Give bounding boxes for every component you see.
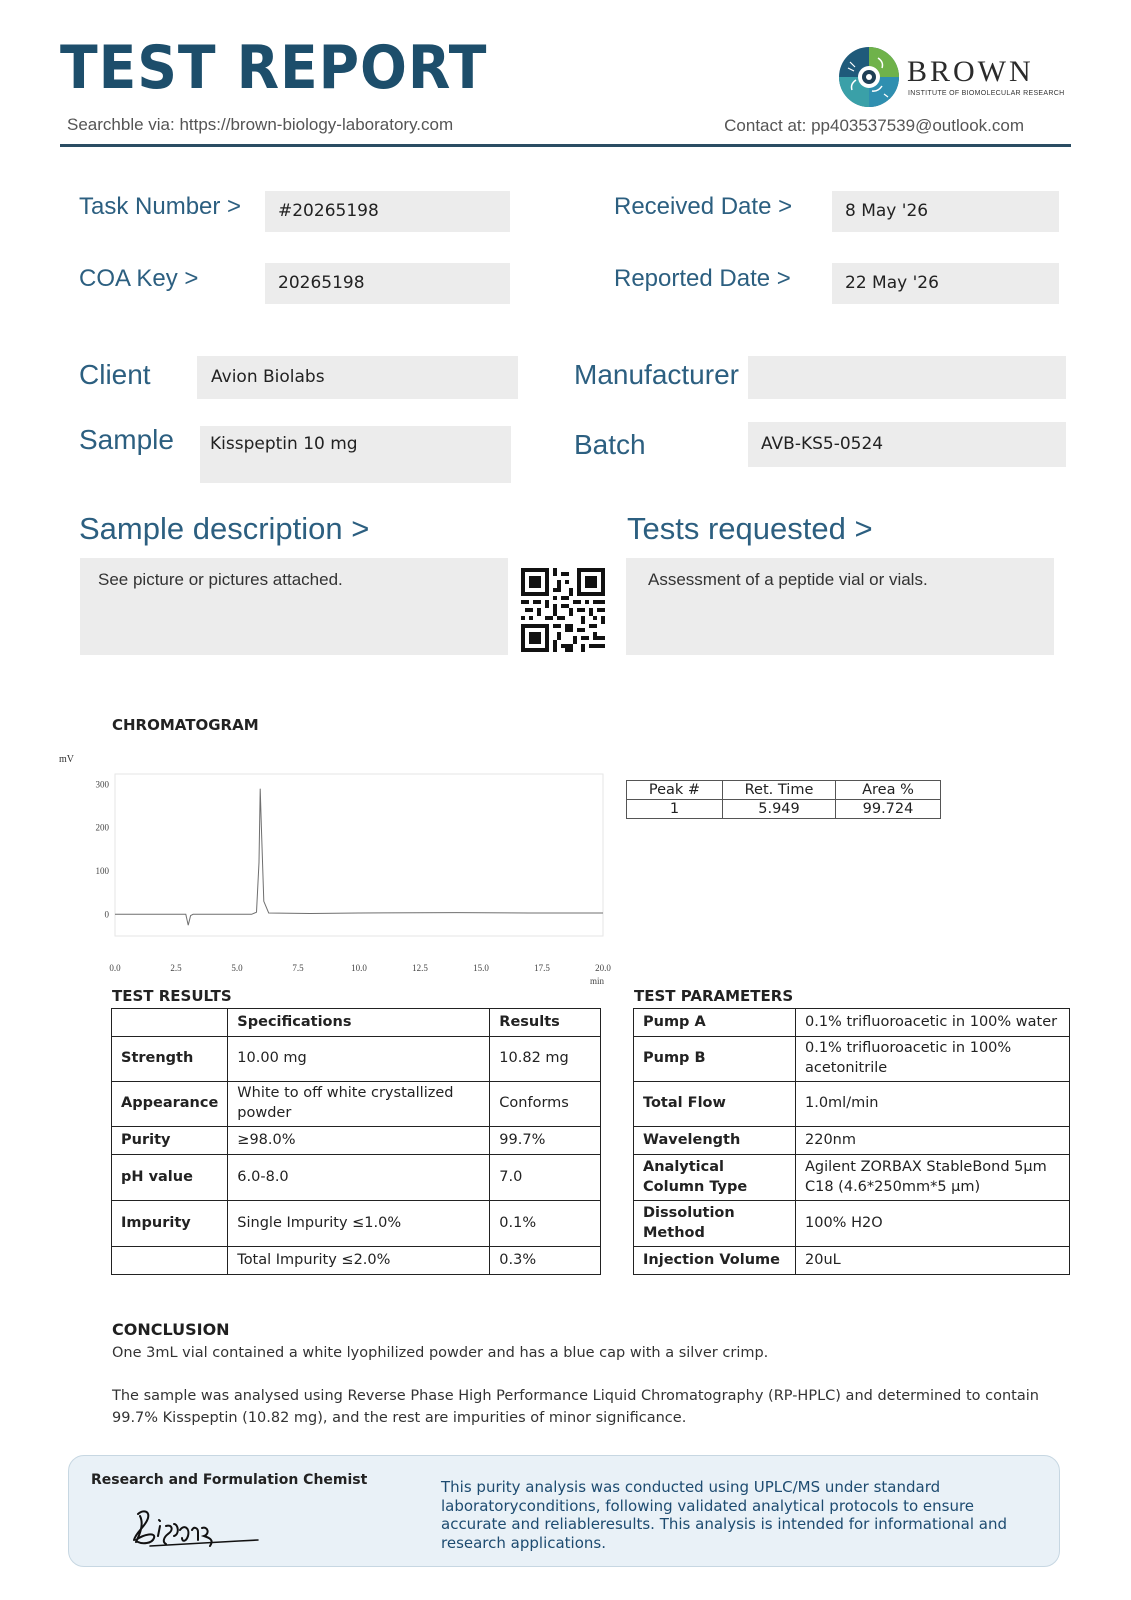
table-cell: 20uL (796, 1247, 1070, 1275)
table-cell: 7.0 (490, 1155, 601, 1201)
table-cell: Specifications (228, 1009, 490, 1037)
x-tick-label: 20.0 (595, 963, 611, 973)
brand-subtitle: INSTITUTE OF BIOMOLECULAR RESEARCH (908, 90, 1065, 97)
table-cell: Conforms (490, 1082, 601, 1127)
conclusion-paragraph-2: The sample was analysed using Reverse Phase High Performance Liquid Chromatography (RP-HPLC) and determined to contain 99.7% Kisspeptin (10.82 mg), and the rest are impurities of minor significance. (112, 1388, 1039, 1426)
tests-requested-title: Tests requested > (627, 511, 873, 546)
table-row (634, 1009, 1070, 1037)
table-row (634, 1037, 1070, 1082)
x-tick-label: 2.5 (170, 963, 182, 973)
table-cell: Impurity (112, 1201, 228, 1247)
table-cell: Strength (112, 1037, 228, 1082)
coa-key-label: COA Key > (79, 265, 199, 292)
table-row (112, 1037, 601, 1082)
table-cell: 0.1% trifluoroacetic in 100% water (796, 1009, 1070, 1037)
x-axis-label: min (589, 976, 605, 986)
sample-label: Sample (79, 424, 174, 455)
y-tick-label: 0 (104, 909, 109, 920)
client-label: Client (79, 359, 151, 390)
table-row (634, 1082, 1070, 1127)
chromatogram-title: CHROMATOGRAM (112, 716, 259, 734)
reported-date-label: Reported Date > (614, 265, 791, 292)
sample-field: Kisspeptin 10 mg (200, 426, 511, 483)
peak-header-cell: Peak # (627, 781, 723, 800)
table-cell: Total Impurity ≤2.0% (228, 1247, 490, 1275)
brand-name: BROWN (907, 55, 1034, 88)
table-cell: Results (490, 1009, 601, 1037)
footer-note: This purity analysis was conducted using UPLC/MS under standard laboratoryconditions, following validated analytical protocols to ensure accurate and reliableresults. This analysis is intended for informational and research applications. (441, 1478, 1008, 1552)
table-cell: Wavelength (634, 1127, 796, 1155)
table-cell: Total Flow (634, 1082, 796, 1127)
peak-header-cell: Ret. Time (723, 781, 836, 800)
table-row (112, 1155, 601, 1201)
test-results-table (111, 1008, 601, 1275)
table-cell: Purity (112, 1127, 228, 1155)
header-divider (60, 144, 1071, 147)
table-cell (112, 1247, 228, 1275)
table-cell: pH value (112, 1155, 228, 1201)
contact-email: Contact at: pp403537539@outlook.com (724, 116, 1024, 135)
peak-table-header (627, 781, 941, 800)
x-tick-label: 15.0 (473, 963, 489, 973)
manufacturer-label: Manufacturer (574, 359, 739, 390)
table-cell: 0.3% (490, 1247, 601, 1275)
batch-field: AVB-KS5-0524 (748, 422, 1066, 467)
peak-header-cell: Area % (836, 781, 941, 800)
table-cell: 100% H2O (796, 1201, 1070, 1247)
table-row (112, 1082, 601, 1127)
brown-logo-icon (838, 46, 900, 108)
y-tick-label: 300 (95, 779, 109, 790)
test-parameters-table (633, 1008, 1070, 1275)
chemist-title: Research and Formulation Chemist (91, 1472, 368, 1488)
sample-description-box: See picture or pictures attached. (80, 558, 508, 655)
tests-requested-box: Assessment of a peptide vial or vials. (626, 558, 1054, 655)
table-row (112, 1247, 601, 1275)
received-date-field: 8 May '26 (832, 191, 1059, 232)
table-row (634, 1127, 1070, 1155)
x-tick-label: 12.5 (412, 963, 428, 973)
x-tick-label: 10.0 (351, 963, 367, 973)
table-row (112, 1127, 601, 1155)
table-cell: Injection Volume (634, 1247, 796, 1275)
manufacturer-field (748, 356, 1066, 399)
peak-cell: 1 (627, 800, 723, 819)
table-cell: Pump A (634, 1009, 796, 1037)
table-cell: 0.1% trifluoroacetic in 100% acetonitrile (796, 1037, 1070, 1082)
conclusion-title: CONCLUSION (112, 1320, 230, 1339)
series-line (115, 789, 603, 926)
table-cell: 220nm (796, 1127, 1070, 1155)
peak-table-row (627, 800, 941, 819)
coa-key-field: 20265198 (265, 263, 510, 304)
table-cell: Single Impurity ≤1.0% (228, 1201, 490, 1247)
table-cell: Dissolution Method (634, 1201, 796, 1247)
conclusion-paragraph-1: One 3mL vial contained a white lyophilized powder and has a blue cap with a silver crimp. (112, 1345, 769, 1361)
searchable-url: Searchble via: https://brown-biology-laboratory.com (67, 115, 454, 134)
table-cell (112, 1009, 228, 1037)
table-cell: Analytical Column Type (634, 1155, 796, 1201)
x-tick-label: 0.0 (109, 963, 121, 973)
table-cell: 0.1% (490, 1201, 601, 1247)
table-cell: Pump B (634, 1037, 796, 1082)
table-row (112, 1009, 601, 1037)
table-cell: Agilent ZORBAX StableBond 5µm C18 (4.6*250mm*5 µm) (796, 1155, 1070, 1201)
table-cell: Appearance (112, 1082, 228, 1127)
table-cell: ≥98.0% (228, 1127, 490, 1155)
y-tick-label: 200 (95, 822, 109, 833)
report-title: TEST REPORT (60, 33, 488, 103)
batch-label: Batch (574, 429, 646, 460)
test-parameters-title: TEST PARAMETERS (634, 987, 794, 1005)
table-cell: White to off white crystallized powder (228, 1082, 490, 1127)
table-cell: 6.0-8.0 (228, 1155, 490, 1201)
sample-description-title: Sample description > (79, 511, 370, 546)
reported-date-field: 22 May '26 (832, 263, 1059, 304)
chromatogram-chart (55, 744, 611, 986)
task-number-label: Task Number > (79, 193, 242, 220)
x-tick-label: 7.5 (292, 963, 304, 973)
y-tick-label: 100 (95, 866, 109, 876)
table-row (634, 1155, 1070, 1201)
table-cell: 1.0ml/min (796, 1082, 1070, 1127)
y-axis-label: mV (59, 754, 74, 765)
x-tick-label: 17.5 (534, 963, 550, 973)
table-cell: 10.82 mg (490, 1037, 601, 1082)
client-field: Avion Biolabs (197, 356, 518, 399)
qr-code-icon (521, 568, 605, 652)
x-tick-label: 5.0 (231, 963, 243, 973)
peak-cell: 5.949 (723, 800, 836, 819)
chemist-signature (130, 1504, 270, 1554)
peak-cell: 99.724 (836, 800, 941, 819)
table-row (634, 1201, 1070, 1247)
table-cell: 99.7% (490, 1127, 601, 1155)
received-date-label: Received Date > (614, 193, 793, 220)
table-row (634, 1247, 1070, 1275)
peak-table (626, 780, 941, 819)
plot-frame (115, 774, 603, 936)
table-cell: 10.00 mg (228, 1037, 490, 1082)
table-row (112, 1201, 601, 1247)
test-results-title: TEST RESULTS (112, 987, 232, 1005)
task-number-field: #20265198 (265, 191, 510, 232)
